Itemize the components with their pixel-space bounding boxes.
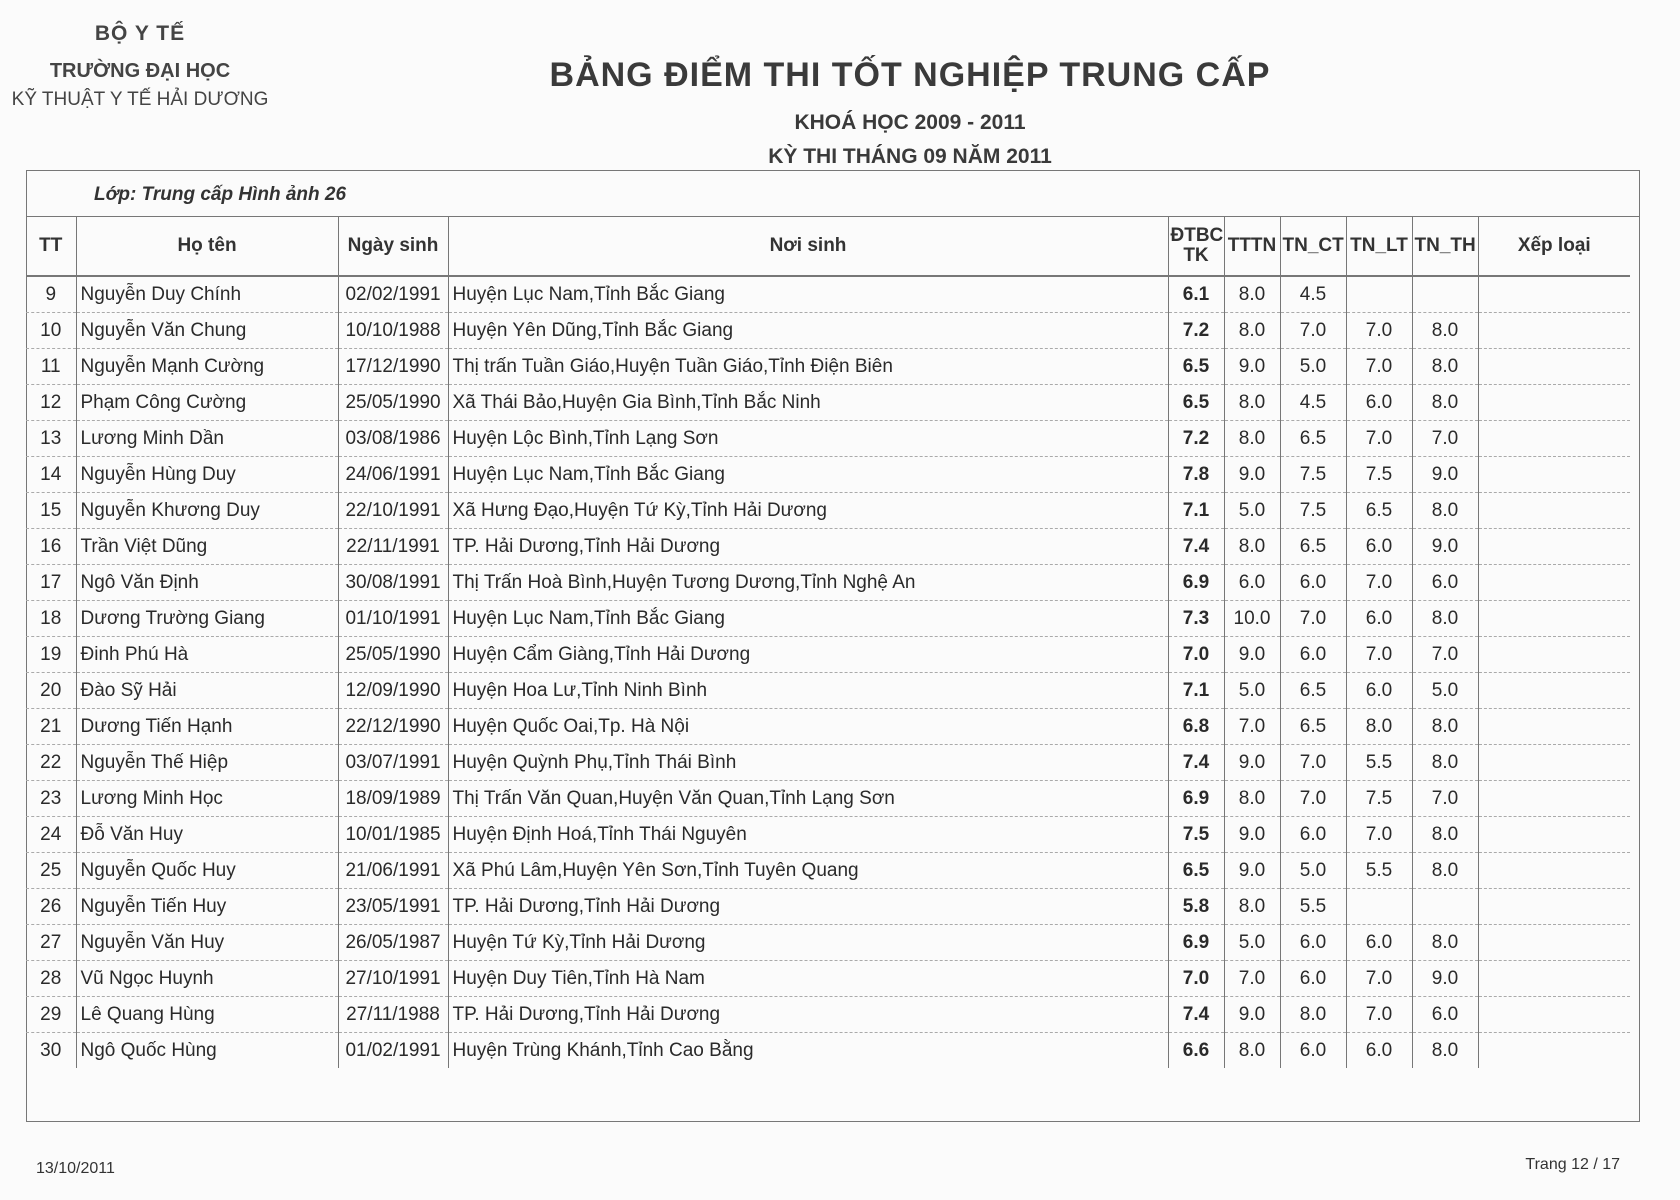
table-row xyxy=(26,349,1630,385)
cell-avg: 7.4 xyxy=(1168,745,1224,781)
cell-dob: 03/07/1991 xyxy=(338,745,448,781)
cell-place: Huyện Duy Tiên,Tỉnh Hà Nam xyxy=(448,961,1168,997)
cell-tt: 28 xyxy=(26,961,76,997)
cell-rank xyxy=(1478,781,1630,817)
ministry-name: BỘ Y TẾ xyxy=(94,22,186,45)
cell-dob: 12/09/1990 xyxy=(338,673,448,709)
col-header-tttn: TTTN xyxy=(1224,217,1280,276)
cell-tn-ct: 6.0 xyxy=(1280,817,1346,853)
cell-avg: 6.5 xyxy=(1168,385,1224,421)
cell-rank xyxy=(1478,529,1630,565)
cell-tttn: 9.0 xyxy=(1224,997,1280,1033)
cell-tttn: 9.0 xyxy=(1224,637,1280,673)
grades-table-body xyxy=(26,276,1630,1068)
cell-tn-th: 8.0 xyxy=(1412,817,1478,853)
cell-dob: 02/02/1991 xyxy=(338,276,448,313)
cell-dob: 01/10/1991 xyxy=(338,601,448,637)
cell-tn-th: 7.0 xyxy=(1412,781,1478,817)
cell-dob: 22/10/1991 xyxy=(338,493,448,529)
cell-dob: 01/02/1991 xyxy=(338,1033,448,1069)
col-header-dob: Ngày sinh xyxy=(338,217,448,276)
cell-tn-ct: 6.0 xyxy=(1280,565,1346,601)
cell-avg: 7.8 xyxy=(1168,457,1224,493)
cell-name: Nguyễn Quốc Huy xyxy=(76,853,338,889)
cell-tn-th: 8.0 xyxy=(1412,385,1478,421)
cell-avg: 7.4 xyxy=(1168,997,1224,1033)
cell-name: Vũ Ngọc Huynh xyxy=(76,961,338,997)
table-row xyxy=(26,961,1630,997)
page-number: Trang 12 / 17 xyxy=(1525,1156,1620,1173)
col-header-rank: Xếp loại xyxy=(1478,217,1630,276)
cell-tttn: 8.0 xyxy=(1224,889,1280,925)
table-row xyxy=(26,637,1630,673)
cell-tttn: 8.0 xyxy=(1224,781,1280,817)
cell-tn-th: 9.0 xyxy=(1412,457,1478,493)
cell-dob: 03/08/1986 xyxy=(338,421,448,457)
cell-tt: 21 xyxy=(26,709,76,745)
cell-tttn: 8.0 xyxy=(1224,385,1280,421)
cell-tn-ct: 7.0 xyxy=(1280,745,1346,781)
cell-tn-lt xyxy=(1346,889,1412,925)
cell-tn-ct: 5.5 xyxy=(1280,889,1346,925)
cell-rank xyxy=(1478,349,1630,385)
cell-tn-th: 9.0 xyxy=(1412,961,1478,997)
cell-tn-lt: 7.5 xyxy=(1346,781,1412,817)
cell-tn-ct: 8.0 xyxy=(1280,997,1346,1033)
cell-tt: 18 xyxy=(26,601,76,637)
cell-name: Trần Việt Dũng xyxy=(76,529,338,565)
cell-tttn: 7.0 xyxy=(1224,961,1280,997)
cell-avg: 5.8 xyxy=(1168,889,1224,925)
cell-rank xyxy=(1478,889,1630,925)
cell-tn-th: 8.0 xyxy=(1412,601,1478,637)
cell-tt: 9 xyxy=(26,276,76,313)
cell-tn-ct: 4.5 xyxy=(1280,276,1346,313)
cell-dob: 17/12/1990 xyxy=(338,349,448,385)
cell-tn-th xyxy=(1412,889,1478,925)
cell-tt: 25 xyxy=(26,853,76,889)
cell-place: Huyện Lục Nam,Tỉnh Bắc Giang xyxy=(448,457,1168,493)
col-header-tt: TT xyxy=(26,217,76,276)
cell-rank xyxy=(1478,817,1630,853)
cell-tttn: 8.0 xyxy=(1224,313,1280,349)
cell-tn-lt: 7.0 xyxy=(1346,421,1412,457)
cell-tttn: 9.0 xyxy=(1224,349,1280,385)
cell-rank xyxy=(1478,493,1630,529)
cell-place: Huyện Lộc Bình,Tỉnh Lạng Sơn xyxy=(448,421,1168,457)
cell-dob: 27/10/1991 xyxy=(338,961,448,997)
cell-dob: 26/05/1987 xyxy=(338,925,448,961)
cell-rank xyxy=(1478,601,1630,637)
cell-tttn: 10.0 xyxy=(1224,601,1280,637)
cell-rank xyxy=(1478,637,1630,673)
cell-tttn: 5.0 xyxy=(1224,673,1280,709)
cell-avg: 6.1 xyxy=(1168,276,1224,313)
cell-tttn: 5.0 xyxy=(1224,493,1280,529)
col-header-tn-ct: TN_CT xyxy=(1280,217,1346,276)
cell-tn-lt: 7.0 xyxy=(1346,961,1412,997)
cell-tt: 19 xyxy=(26,637,76,673)
cell-tt: 27 xyxy=(26,925,76,961)
cell-name: Đinh Phú Hà xyxy=(76,637,338,673)
cell-tn-th: 8.0 xyxy=(1412,709,1478,745)
cell-tn-lt: 6.0 xyxy=(1346,601,1412,637)
cell-place: TP. Hải Dương,Tỉnh Hải Dương xyxy=(448,889,1168,925)
cell-tn-lt: 7.0 xyxy=(1346,565,1412,601)
col-header-name: Họ tên xyxy=(76,217,338,276)
cell-tn-ct: 7.5 xyxy=(1280,493,1346,529)
cell-tt: 13 xyxy=(26,421,76,457)
grades-table xyxy=(26,217,1630,1068)
cell-tt: 15 xyxy=(26,493,76,529)
cell-rank xyxy=(1478,565,1630,601)
cell-tttn: 8.0 xyxy=(1224,1033,1280,1069)
cell-tn-ct: 6.5 xyxy=(1280,529,1346,565)
table-row xyxy=(26,493,1630,529)
cell-avg: 6.6 xyxy=(1168,1033,1224,1069)
cell-place: Huyện Cẩm Giàng,Tỉnh Hải Dương xyxy=(448,637,1168,673)
cell-name: Lương Minh Học xyxy=(76,781,338,817)
cell-place: Huyện Lục Nam,Tỉnh Bắc Giang xyxy=(448,276,1168,313)
cell-avg: 6.9 xyxy=(1168,781,1224,817)
cell-avg: 6.5 xyxy=(1168,349,1224,385)
cell-tttn: 9.0 xyxy=(1224,853,1280,889)
col-header-avg xyxy=(1168,217,1224,276)
cell-avg: 6.5 xyxy=(1168,853,1224,889)
cell-dob: 27/11/1988 xyxy=(338,997,448,1033)
cell-tttn: 9.0 xyxy=(1224,817,1280,853)
col-header-place: Nơi sinh xyxy=(448,217,1168,276)
table-row xyxy=(26,745,1630,781)
cell-name: Nguyễn Thế Hiệp xyxy=(76,745,338,781)
cell-avg: 7.0 xyxy=(1168,637,1224,673)
table-row xyxy=(26,781,1630,817)
document-heading xyxy=(500,56,1320,169)
cell-place: Huyện Quỳnh Phụ,Tỉnh Thái Bình xyxy=(448,745,1168,781)
cell-tn-th: 8.0 xyxy=(1412,313,1478,349)
cell-tn-lt: 7.0 xyxy=(1346,817,1412,853)
cell-place: Xã Phú Lâm,Huyện Yên Sơn,Tỉnh Tuyên Quang xyxy=(448,853,1168,889)
cell-name: Nguyễn Hùng Duy xyxy=(76,457,338,493)
cell-dob: 10/01/1985 xyxy=(338,817,448,853)
cell-tn-ct: 5.0 xyxy=(1280,853,1346,889)
cell-tn-th: 8.0 xyxy=(1412,1033,1478,1069)
table-row xyxy=(26,385,1630,421)
cell-rank xyxy=(1478,673,1630,709)
cell-name: Lương Minh Dần xyxy=(76,421,338,457)
cell-tn-lt: 7.0 xyxy=(1346,637,1412,673)
cell-tn-th: 8.0 xyxy=(1412,853,1478,889)
cell-tn-th: 8.0 xyxy=(1412,745,1478,781)
cell-tt: 20 xyxy=(26,673,76,709)
cell-tn-lt: 7.5 xyxy=(1346,457,1412,493)
cell-rank xyxy=(1478,457,1630,493)
cell-place: Huyện Trùng Khánh,Tỉnh Cao Bằng xyxy=(448,1033,1168,1069)
cell-tn-lt: 5.5 xyxy=(1346,853,1412,889)
cell-name: Đào Sỹ Hải xyxy=(76,673,338,709)
cell-tn-ct: 7.0 xyxy=(1280,313,1346,349)
cell-avg: 6.9 xyxy=(1168,565,1224,601)
cell-tn-ct: 6.5 xyxy=(1280,421,1346,457)
cell-tt: 29 xyxy=(26,997,76,1033)
cell-tn-th: 9.0 xyxy=(1412,529,1478,565)
cell-tn-th: 5.0 xyxy=(1412,673,1478,709)
cell-tn-th: 7.0 xyxy=(1412,421,1478,457)
cell-dob: 24/06/1991 xyxy=(338,457,448,493)
cell-tn-th: 8.0 xyxy=(1412,925,1478,961)
col-header-tn-lt: TN_LT xyxy=(1346,217,1412,276)
cell-tn-lt: 7.0 xyxy=(1346,313,1412,349)
table-row xyxy=(26,1033,1630,1069)
cell-dob: 25/05/1990 xyxy=(338,385,448,421)
cell-name: Đỗ Văn Huy xyxy=(76,817,338,853)
cell-dob: 22/11/1991 xyxy=(338,529,448,565)
cell-rank xyxy=(1478,385,1630,421)
table-row xyxy=(26,709,1630,745)
cell-tt: 17 xyxy=(26,565,76,601)
cell-avg: 7.1 xyxy=(1168,673,1224,709)
cell-place: Huyện Yên Dũng,Tỉnh Bắc Giang xyxy=(448,313,1168,349)
cell-tn-ct: 7.5 xyxy=(1280,457,1346,493)
cell-avg: 7.5 xyxy=(1168,817,1224,853)
cell-tn-th: 6.0 xyxy=(1412,565,1478,601)
cell-avg: 7.2 xyxy=(1168,313,1224,349)
cell-avg: 7.4 xyxy=(1168,529,1224,565)
cell-rank xyxy=(1478,745,1630,781)
cell-dob: 22/12/1990 xyxy=(338,709,448,745)
cell-rank xyxy=(1478,961,1630,997)
cell-dob: 10/10/1988 xyxy=(338,313,448,349)
cell-name: Lê Quang Hùng xyxy=(76,997,338,1033)
cell-tt: 30 xyxy=(40,1039,62,1061)
organization-header xyxy=(0,22,280,111)
cell-tt: 24 xyxy=(26,817,76,853)
class-label: Lớp: Trung cấp Hình ảnh 26 xyxy=(94,184,347,205)
cell-tt: 26 xyxy=(26,889,76,925)
cell-place: TP. Hải Dương,Tỉnh Hải Dương xyxy=(448,529,1168,565)
cell-tttn: 6.0 xyxy=(1224,565,1280,601)
cell-rank xyxy=(1478,1033,1630,1069)
cell-name: Dương Trường Giang xyxy=(76,601,338,637)
cell-place: Thị trấn Tuần Giáo,Huyện Tuần Giáo,Tỉnh Điện Biên xyxy=(448,349,1168,385)
cell-place: Xã Hưng Đạo,Huyện Tứ Kỳ,Tỉnh Hải Dương xyxy=(448,493,1168,529)
cell-dob: 30/08/1991 xyxy=(338,565,448,601)
cell-place: Huyện Quốc Oai,Tp. Hà Nội xyxy=(448,709,1168,745)
cell-tn-lt: 6.0 xyxy=(1346,1033,1412,1069)
cell-rank xyxy=(1478,925,1630,961)
cell-tn-th: 7.0 xyxy=(1412,637,1478,673)
cell-tn-th: 6.0 xyxy=(1412,997,1478,1033)
cell-tn-lt: 6.0 xyxy=(1346,529,1412,565)
cell-tn-lt: 6.0 xyxy=(1346,925,1412,961)
table-row xyxy=(26,997,1630,1033)
table-row xyxy=(26,565,1630,601)
cell-tt: 10 xyxy=(26,313,76,349)
cell-place: Thị Trấn Hoà Bình,Huyện Tương Dương,Tỉnh Nghệ An xyxy=(448,565,1168,601)
cell-tttn: 5.0 xyxy=(1224,925,1280,961)
cell-tttn: 8.0 xyxy=(1224,421,1280,457)
table-row xyxy=(26,421,1630,457)
cell-avg: 7.1 xyxy=(1168,493,1224,529)
cell-tn-lt: 7.0 xyxy=(1346,349,1412,385)
cell-tn-ct: 6.0 xyxy=(1280,637,1346,673)
col-header-avg-line1: ĐTBC xyxy=(1170,225,1224,246)
cell-avg: 7.0 xyxy=(1168,961,1224,997)
table-row xyxy=(26,817,1630,853)
school-name-line2: KỸ THUẬT Y TẾ HẢI DƯƠNG xyxy=(11,89,269,110)
cell-dob: 21/06/1991 xyxy=(338,853,448,889)
col-header-tn-th: TN_TH xyxy=(1412,217,1478,276)
cell-place: Huyện Định Hoá,Tỉnh Thái Nguyên xyxy=(448,817,1168,853)
cell-rank xyxy=(1478,709,1630,745)
cell-tn-ct: 7.0 xyxy=(1280,601,1346,637)
cell-dob: 23/05/1991 xyxy=(338,889,448,925)
cell-name: Nguyễn Tiến Huy xyxy=(76,889,338,925)
cell-place: Thị Trấn Văn Quan,Huyện Văn Quan,Tỉnh Lạng Sơn xyxy=(448,781,1168,817)
cell-name: Phạm Công Cường xyxy=(76,385,338,421)
cell-tttn: 9.0 xyxy=(1224,745,1280,781)
cell-tt: 14 xyxy=(26,457,76,493)
cell-avg: 7.3 xyxy=(1168,601,1224,637)
cell-tt: 11 xyxy=(26,349,76,385)
cell-tn-ct: 6.5 xyxy=(1280,709,1346,745)
cell-tttn: 9.0 xyxy=(1224,457,1280,493)
cell-name: Nguyễn Duy Chính xyxy=(76,276,338,313)
cell-tt: 16 xyxy=(26,529,76,565)
table-row xyxy=(26,313,1630,349)
cell-tn-th xyxy=(1412,276,1478,313)
cell-rank xyxy=(1478,421,1630,457)
cell-name: Nguyễn Văn Huy xyxy=(76,925,338,961)
print-date: 13/10/2011 xyxy=(36,1160,115,1177)
cell-tn-ct: 6.5 xyxy=(1280,673,1346,709)
cell-tn-lt: 6.0 xyxy=(1346,673,1412,709)
cell-tn-th: 8.0 xyxy=(1412,349,1478,385)
table-row xyxy=(26,853,1630,889)
cell-tn-lt xyxy=(1346,276,1412,313)
cell-tt: 22 xyxy=(26,745,76,781)
cell-tn-lt: 5.5 xyxy=(1346,745,1412,781)
cell-avg: 6.9 xyxy=(1168,925,1224,961)
cell-tt: 23 xyxy=(26,781,76,817)
cell-name: Dương Tiến Hạnh xyxy=(76,709,338,745)
cell-tn-ct: 7.0 xyxy=(1280,781,1346,817)
cell-dob: 18/09/1989 xyxy=(338,781,448,817)
cell-name: Nguyễn Mạnh Cường xyxy=(76,349,338,385)
cell-tttn: 7.0 xyxy=(1224,709,1280,745)
cell-tn-lt: 6.0 xyxy=(1346,385,1412,421)
cell-rank xyxy=(1478,853,1630,889)
cell-name: Nguyễn Khương Duy xyxy=(76,493,338,529)
cell-name: Ngô Quốc Hùng xyxy=(76,1033,338,1069)
table-row xyxy=(26,925,1630,961)
cell-place: Huyện Lục Nam,Tỉnh Bắc Giang xyxy=(448,601,1168,637)
cell-name: Nguyễn Văn Chung xyxy=(76,313,338,349)
cell-avg: 6.8 xyxy=(1168,709,1224,745)
cell-tn-lt: 8.0 xyxy=(1346,709,1412,745)
cell-place: Xã Thái Bảo,Huyện Gia Bình,Tỉnh Bắc Ninh xyxy=(448,385,1168,421)
cell-tttn: 8.0 xyxy=(1224,529,1280,565)
cell-tn-ct: 6.0 xyxy=(1280,925,1346,961)
cell-tn-ct: 4.5 xyxy=(1280,385,1346,421)
cell-rank xyxy=(1478,997,1630,1033)
cell-place: Huyện Hoa Lư,Tỉnh Ninh Bình xyxy=(448,673,1168,709)
cell-name: Ngô Văn Định xyxy=(76,565,338,601)
course-label: KHOÁ HỌC 2009 - 2011 xyxy=(794,111,1026,134)
cell-dob: 25/05/1990 xyxy=(338,637,448,673)
cell-tn-ct: 6.0 xyxy=(1280,961,1346,997)
table-row xyxy=(26,529,1630,565)
table-row xyxy=(26,601,1630,637)
table-row xyxy=(26,276,1630,313)
col-header-avg-line2: TK xyxy=(1183,245,1209,266)
document-title: BẢNG ĐIỂM THI TỐT NGHIỆP TRUNG CẤP xyxy=(549,56,1271,94)
table-row xyxy=(26,457,1630,493)
cell-tn-ct: 5.0 xyxy=(1280,349,1346,385)
cell-tt: 12 xyxy=(26,385,76,421)
school-name-line1: TRƯỜNG ĐẠI HỌC xyxy=(49,60,231,82)
table-header-row xyxy=(26,217,1630,276)
cell-tn-ct: 6.0 xyxy=(1280,1033,1346,1069)
cell-tn-lt: 7.0 xyxy=(1346,997,1412,1033)
exam-label: KỲ THI THÁNG 09 NĂM 2011 xyxy=(768,145,1052,168)
cell-tttn: 8.0 xyxy=(1224,276,1280,313)
table-row xyxy=(26,673,1630,709)
cell-place: Huyện Tứ Kỳ,Tỉnh Hải Dương xyxy=(448,925,1168,961)
cell-place: TP. Hải Dương,Tỉnh Hải Dương xyxy=(448,997,1168,1033)
cell-rank xyxy=(1478,276,1630,313)
table-row xyxy=(26,889,1630,925)
cell-rank xyxy=(1478,313,1630,349)
cell-tn-lt: 6.5 xyxy=(1346,493,1412,529)
cell-avg: 7.2 xyxy=(1168,421,1224,457)
cell-tn-th: 8.0 xyxy=(1412,493,1478,529)
